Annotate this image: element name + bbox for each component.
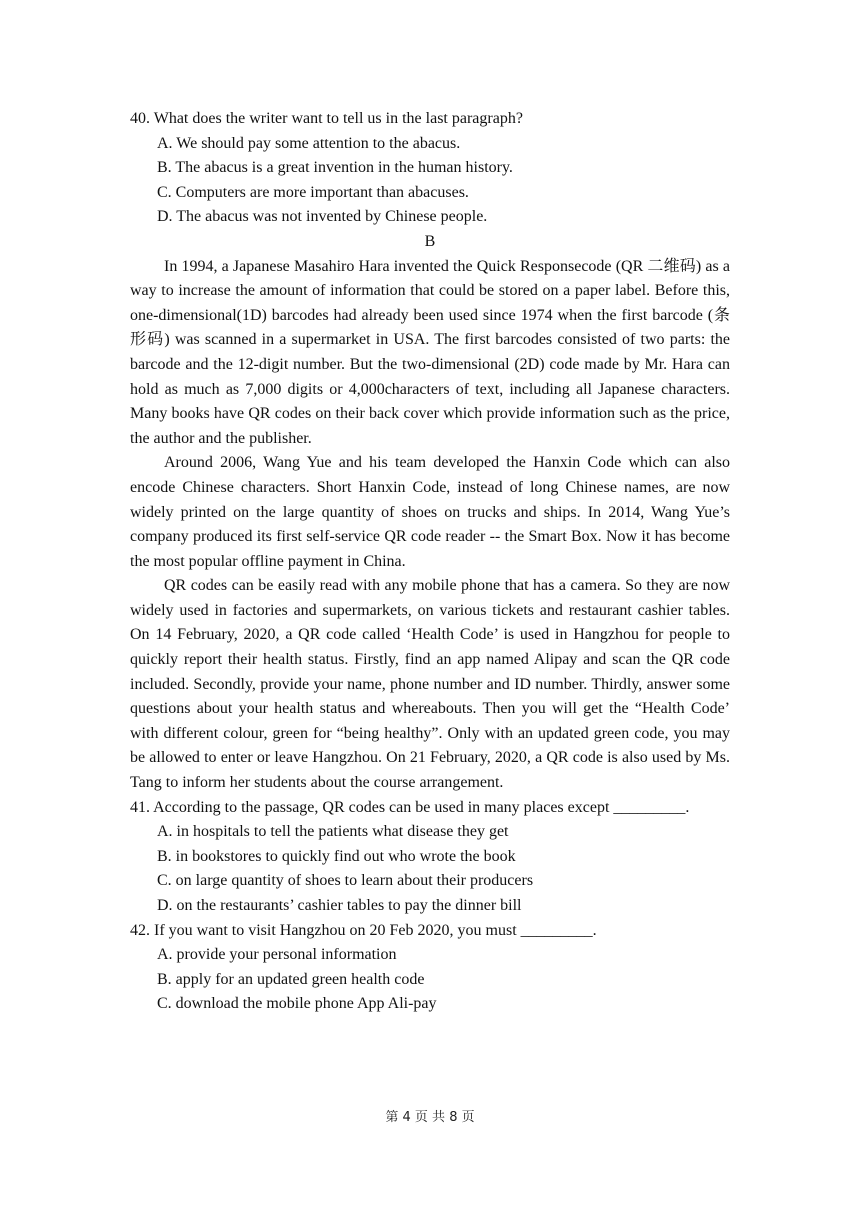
option-a: A. in hospitals to tell the patients what disease they get [157, 823, 509, 841]
option-c: C. download the mobile phone App Ali-pay [157, 995, 437, 1013]
question-stem: 42. If you want to visit Hangzhou on 20 Feb 2020, you must _________. [130, 921, 597, 939]
option-d: D. The abacus was not invented by Chinese people. [157, 208, 488, 226]
question-42 [130, 919, 730, 1017]
question-40 [130, 107, 730, 230]
option-c: C. Computers are more important than abacuses. [157, 183, 469, 201]
option-b: B. in bookstores to quickly find out who wrote the book [157, 847, 516, 865]
passage-paragraph: In 1994, a Japanese Masahiro Hara invented the Quick Responsecode (QR 二维码) as a way to increase the amount of information that could be stored on a paper label. Before this, one-dimensional(1D) barcodes had already been used since 1974 when the first barcode (条形码) was scanned in a supermarket in USA. The first barcodes consisted of two parts: the barcode and the 12-digit number. But the two-dimensional (2D) code made by Mr. Hara can hold as much as 7,000 digits or 4,000characters of text, including all Japanese characters. Many books have QR codes on their back cover which provide information such as the price, the author and the publisher. [130, 257, 730, 447]
section-heading: B [424, 232, 436, 250]
option-a: A. provide your personal information [157, 946, 397, 964]
option-a: A. We should pay some attention to the abacus. [157, 134, 461, 152]
option-d: D. on the restaurants’ cashier tables to pay the dinner bill [157, 897, 522, 914]
option-b: B. apply for an updated green health code [157, 970, 425, 988]
question-stem: 41. According to the passage, QR codes can be used in many places except _________. [130, 798, 690, 816]
passage-paragraph: Around 2006, Wang Yue and his team developed the Hanxin Code which can also encode Chinese characters. Short Hanxin Code, instead of long Chinese names, are now widely printed on the large quantity of shoes on trucks and ships. In 2014, Wang Yue’s company produced its first self-service QR code reader -- the Smart Box. Now it has become the most popular offline payment in China. [130, 454, 730, 570]
passage-paragraph: QR codes can be easily read with any mobile phone that has a camera. So they are now widely used in factories and supermarkets, on various tickets and restaurant cashier tables. On 14 February, 2020, a QR code called ‘Health Code’ is used in Hangzhou for people to quickly report their health status. Firstly, find an app named Alipay and scan the QR code included. Secondly, provide your name, phone number and ID number. Thirdly, answer some questions about your health status and whereabouts. Then you will get the “Health Code’ with different colour, green for “being healthy”. Only with an updated green code, you may be allowed to enter or leave Hangzhou. On 21 February, 2020, a QR code is also used by Ms. Tang to inform her students about the course arrangement. [130, 577, 730, 792]
document-page [130, 107, 730, 1017]
option-b: B. The abacus is a great invention in the human history. [157, 159, 513, 177]
page-footer: 第 4 页 共 8 页 [385, 1110, 475, 1125]
question-41 [130, 796, 730, 919]
passage [130, 255, 730, 796]
option-c: C. on large quantity of shoes to learn about their producers [157, 872, 534, 890]
question-stem: 40. What does the writer want to tell us in the last paragraph? [130, 110, 523, 127]
